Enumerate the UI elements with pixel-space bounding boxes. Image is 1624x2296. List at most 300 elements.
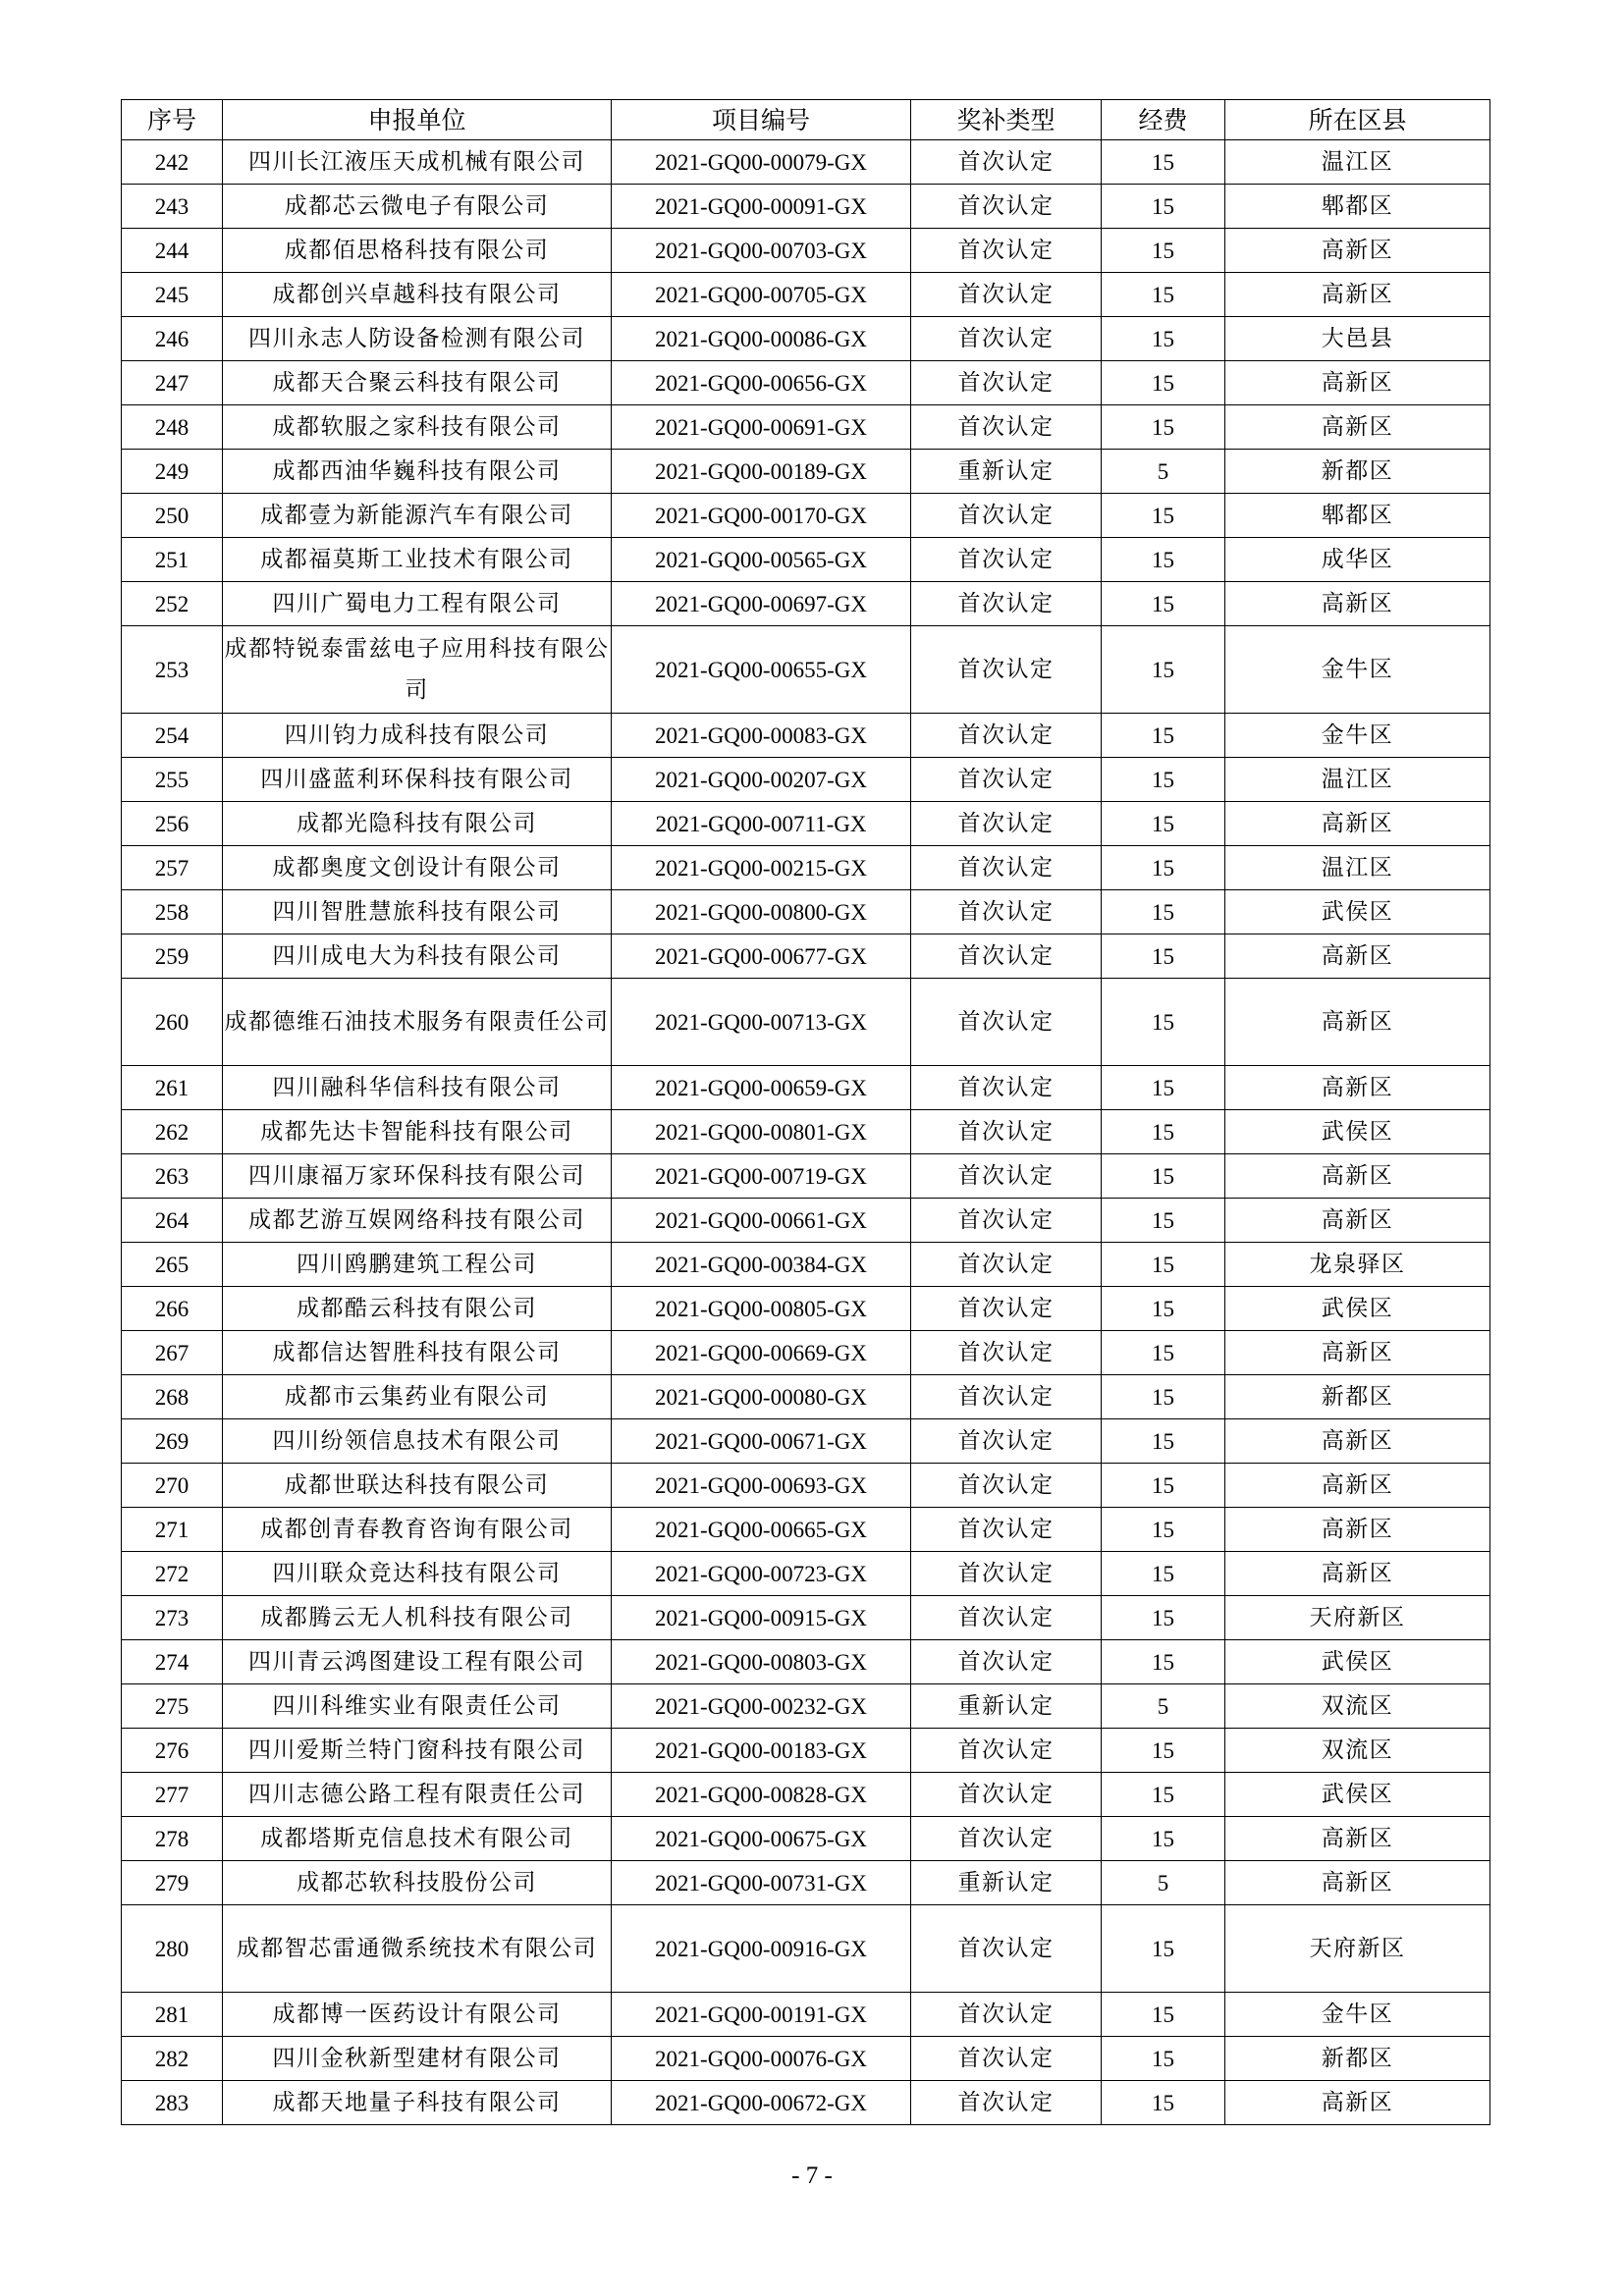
cell-code: 2021-GQ00-00800-GX (612, 890, 911, 934)
cell-type: 首次认定 (911, 1154, 1102, 1199)
cell-fee: 15 (1102, 714, 1225, 758)
table-row (122, 626, 1490, 714)
cell-no: 250 (122, 494, 223, 538)
cell-code: 2021-GQ00-00189-GX (612, 450, 911, 494)
cell-district: 高新区 (1225, 1464, 1490, 1508)
cell-district: 双流区 (1225, 1684, 1490, 1729)
cell-unit: 成都奥度文创设计有限公司 (223, 846, 612, 890)
cell-type: 首次认定 (911, 1729, 1102, 1773)
cell-unit: 成都市云集药业有限公司 (223, 1375, 612, 1419)
table-row (122, 846, 1490, 890)
cell-district: 新都区 (1225, 1375, 1490, 1419)
cell-type: 首次认定 (911, 1243, 1102, 1287)
header-code: 项目编号 (612, 100, 911, 140)
cell-fee: 5 (1102, 1861, 1225, 1905)
table-row (122, 1905, 1490, 1993)
cell-code: 2021-GQ00-00384-GX (612, 1243, 911, 1287)
cell-fee: 15 (1102, 1508, 1225, 1552)
cell-unit: 四川广蜀电力工程有限公司 (223, 582, 612, 626)
cell-fee: 15 (1102, 229, 1225, 273)
cell-fee: 15 (1102, 1110, 1225, 1154)
cell-no: 257 (122, 846, 223, 890)
cell-code: 2021-GQ00-00731-GX (612, 1861, 911, 1905)
cell-fee: 15 (1102, 934, 1225, 979)
cell-district: 金牛区 (1225, 714, 1490, 758)
table-row (122, 1287, 1490, 1331)
cell-code: 2021-GQ00-00232-GX (612, 1684, 911, 1729)
table-row (122, 890, 1490, 934)
award-table (121, 99, 1490, 2125)
table-row (122, 1243, 1490, 1287)
cell-district: 高新区 (1225, 1552, 1490, 1596)
cell-district: 武侯区 (1225, 1110, 1490, 1154)
cell-no: 243 (122, 185, 223, 229)
cell-fee: 15 (1102, 582, 1225, 626)
cell-district: 高新区 (1225, 1331, 1490, 1375)
cell-unit: 四川融科华信科技有限公司 (223, 1066, 612, 1110)
cell-fee: 15 (1102, 317, 1225, 361)
cell-unit: 四川钧力成科技有限公司 (223, 714, 612, 758)
cell-no: 266 (122, 1287, 223, 1331)
cell-code: 2021-GQ00-00713-GX (612, 979, 911, 1066)
cell-unit: 成都先达卡智能科技有限公司 (223, 1110, 612, 1154)
cell-fee: 15 (1102, 1552, 1225, 1596)
cell-type: 首次认定 (911, 714, 1102, 758)
cell-no: 268 (122, 1375, 223, 1419)
cell-no: 280 (122, 1905, 223, 1993)
cell-type: 首次认定 (911, 185, 1102, 229)
cell-no: 247 (122, 361, 223, 405)
table-row (122, 1375, 1490, 1419)
cell-unit: 成都光隐科技有限公司 (223, 802, 612, 846)
cell-fee: 15 (1102, 1729, 1225, 1773)
cell-code: 2021-GQ00-00691-GX (612, 405, 911, 450)
table-row (122, 361, 1490, 405)
cell-no: 272 (122, 1552, 223, 1596)
cell-no: 246 (122, 317, 223, 361)
cell-unit: 成都芯云微电子有限公司 (223, 185, 612, 229)
cell-type: 首次认定 (911, 1552, 1102, 1596)
cell-no: 248 (122, 405, 223, 450)
cell-no: 258 (122, 890, 223, 934)
cell-district: 高新区 (1225, 405, 1490, 450)
cell-type: 首次认定 (911, 626, 1102, 714)
cell-district: 高新区 (1225, 979, 1490, 1066)
table-row (122, 140, 1490, 185)
cell-type: 首次认定 (911, 890, 1102, 934)
cell-type: 首次认定 (911, 1508, 1102, 1552)
table-row (122, 934, 1490, 979)
cell-code: 2021-GQ00-00719-GX (612, 1154, 911, 1199)
cell-type: 首次认定 (911, 934, 1102, 979)
cell-unit: 成都创青春教育咨询有限公司 (223, 1508, 612, 1552)
cell-fee: 15 (1102, 890, 1225, 934)
table-row (122, 494, 1490, 538)
cell-code: 2021-GQ00-00661-GX (612, 1199, 911, 1243)
cell-district: 高新区 (1225, 2081, 1490, 2125)
cell-fee: 15 (1102, 846, 1225, 890)
table-row (122, 1464, 1490, 1508)
cell-fee: 15 (1102, 1905, 1225, 1993)
cell-type: 首次认定 (911, 1596, 1102, 1640)
table-row (122, 1861, 1490, 1905)
cell-fee: 15 (1102, 1066, 1225, 1110)
cell-fee: 15 (1102, 1375, 1225, 1419)
cell-code: 2021-GQ00-00916-GX (612, 1905, 911, 1993)
cell-district: 新都区 (1225, 450, 1490, 494)
cell-no: 251 (122, 538, 223, 582)
cell-fee: 15 (1102, 1596, 1225, 1640)
cell-type: 首次认定 (911, 582, 1102, 626)
cell-code: 2021-GQ00-00693-GX (612, 1464, 911, 1508)
cell-type: 首次认定 (911, 1110, 1102, 1154)
table-row (122, 1729, 1490, 1773)
table-row (122, 1552, 1490, 1596)
cell-no: 273 (122, 1596, 223, 1640)
table-row (122, 538, 1490, 582)
cell-unit: 成都佰思格科技有限公司 (223, 229, 612, 273)
cell-unit: 四川智胜慧旅科技有限公司 (223, 890, 612, 934)
cell-no: 264 (122, 1199, 223, 1243)
cell-unit: 四川联众竞达科技有限公司 (223, 1552, 612, 1596)
table-row (122, 802, 1490, 846)
cell-no: 255 (122, 758, 223, 802)
table-row (122, 185, 1490, 229)
cell-type: 首次认定 (911, 1640, 1102, 1684)
table-row (122, 405, 1490, 450)
cell-type: 首次认定 (911, 1375, 1102, 1419)
table-row (122, 1066, 1490, 1110)
cell-no: 252 (122, 582, 223, 626)
cell-district: 高新区 (1225, 1154, 1490, 1199)
cell-fee: 15 (1102, 1993, 1225, 2037)
cell-type: 首次认定 (911, 494, 1102, 538)
cell-type: 重新认定 (911, 450, 1102, 494)
cell-code: 2021-GQ00-00677-GX (612, 934, 911, 979)
cell-type: 首次认定 (911, 1287, 1102, 1331)
cell-no: 279 (122, 1861, 223, 1905)
cell-code: 2021-GQ00-00079-GX (612, 140, 911, 185)
cell-no: 249 (122, 450, 223, 494)
cell-fee: 15 (1102, 1154, 1225, 1199)
cell-fee: 15 (1102, 361, 1225, 405)
cell-no: 275 (122, 1684, 223, 1729)
table-row (122, 229, 1490, 273)
cell-type: 重新认定 (911, 1684, 1102, 1729)
table-row (122, 1993, 1490, 2037)
cell-code: 2021-GQ00-00828-GX (612, 1773, 911, 1817)
cell-district: 武侯区 (1225, 1773, 1490, 1817)
table-row (122, 450, 1490, 494)
cell-no: 256 (122, 802, 223, 846)
cell-type: 首次认定 (911, 273, 1102, 317)
cell-type: 首次认定 (911, 1817, 1102, 1861)
cell-fee: 15 (1102, 979, 1225, 1066)
cell-code: 2021-GQ00-00659-GX (612, 1066, 911, 1110)
table-row (122, 1331, 1490, 1375)
cell-code: 2021-GQ00-00705-GX (612, 273, 911, 317)
page-number: - 7 - (791, 2163, 833, 2189)
cell-fee: 15 (1102, 2081, 1225, 2125)
cell-district: 双流区 (1225, 1729, 1490, 1773)
cell-unit: 四川纷领信息技术有限公司 (223, 1419, 612, 1464)
cell-unit: 四川爱斯兰特门窗科技有限公司 (223, 1729, 612, 1773)
cell-unit: 成都西油华巍科技有限公司 (223, 450, 612, 494)
cell-district: 高新区 (1225, 361, 1490, 405)
cell-type: 首次认定 (911, 1199, 1102, 1243)
cell-code: 2021-GQ00-00565-GX (612, 538, 911, 582)
cell-fee: 15 (1102, 1199, 1225, 1243)
cell-code: 2021-GQ00-00711-GX (612, 802, 911, 846)
cell-district: 高新区 (1225, 1419, 1490, 1464)
cell-no: 254 (122, 714, 223, 758)
cell-fee: 5 (1102, 450, 1225, 494)
cell-type: 首次认定 (911, 1993, 1102, 2037)
cell-fee: 15 (1102, 1419, 1225, 1464)
cell-type: 首次认定 (911, 1905, 1102, 1993)
table-row (122, 1154, 1490, 1199)
cell-no: 244 (122, 229, 223, 273)
cell-type: 首次认定 (911, 758, 1102, 802)
cell-unit: 成都德维石油技术服务有限责任公司 (223, 979, 612, 1066)
cell-type: 首次认定 (911, 229, 1102, 273)
table-row (122, 1110, 1490, 1154)
cell-unit: 成都信达智胜科技有限公司 (223, 1331, 612, 1375)
table-row (122, 1419, 1490, 1464)
cell-code: 2021-GQ00-00803-GX (612, 1640, 911, 1684)
cell-code: 2021-GQ00-00170-GX (612, 494, 911, 538)
cell-unit: 成都世联达科技有限公司 (223, 1464, 612, 1508)
cell-fee: 15 (1102, 1464, 1225, 1508)
cell-unit: 成都天合聚云科技有限公司 (223, 361, 612, 405)
cell-unit: 成都艺游互娱网络科技有限公司 (223, 1199, 612, 1243)
cell-unit: 四川青云鸿图建设工程有限公司 (223, 1640, 612, 1684)
header-type: 奖补类型 (911, 100, 1102, 140)
cell-type: 首次认定 (911, 317, 1102, 361)
cell-fee: 5 (1102, 1684, 1225, 1729)
table-row (122, 758, 1490, 802)
cell-type: 首次认定 (911, 1066, 1102, 1110)
cell-district: 高新区 (1225, 1199, 1490, 1243)
table-row (122, 273, 1490, 317)
cell-district: 高新区 (1225, 1861, 1490, 1905)
cell-unit: 四川盛蓝利环保科技有限公司 (223, 758, 612, 802)
cell-no: 261 (122, 1066, 223, 1110)
cell-code: 2021-GQ00-00665-GX (612, 1508, 911, 1552)
cell-unit: 成都壹为新能源汽车有限公司 (223, 494, 612, 538)
cell-fee: 15 (1102, 494, 1225, 538)
cell-fee: 15 (1102, 1640, 1225, 1684)
cell-code: 2021-GQ00-00915-GX (612, 1596, 911, 1640)
header-fee: 经费 (1102, 100, 1225, 140)
cell-district: 高新区 (1225, 1066, 1490, 1110)
cell-type: 重新认定 (911, 1861, 1102, 1905)
cell-unit: 四川永志人防设备检测有限公司 (223, 317, 612, 361)
cell-district: 高新区 (1225, 1817, 1490, 1861)
cell-code: 2021-GQ00-00672-GX (612, 2081, 911, 2125)
cell-district: 温江区 (1225, 846, 1490, 890)
cell-district: 高新区 (1225, 582, 1490, 626)
cell-code: 2021-GQ00-00080-GX (612, 1375, 911, 1419)
cell-fee: 15 (1102, 538, 1225, 582)
cell-district: 天府新区 (1225, 1596, 1490, 1640)
cell-district: 高新区 (1225, 802, 1490, 846)
cell-code: 2021-GQ00-00671-GX (612, 1419, 911, 1464)
cell-code: 2021-GQ00-00801-GX (612, 1110, 911, 1154)
table-row (122, 1596, 1490, 1640)
cell-unit: 成都创兴卓越科技有限公司 (223, 273, 612, 317)
cell-fee: 15 (1102, 405, 1225, 450)
cell-code: 2021-GQ00-00207-GX (612, 758, 911, 802)
cell-no: 283 (122, 2081, 223, 2125)
cell-no: 259 (122, 934, 223, 979)
table-row (122, 714, 1490, 758)
cell-unit: 成都特锐泰雷兹电子应用科技有限公司 (223, 626, 612, 714)
cell-type: 首次认定 (911, 140, 1102, 185)
cell-no: 262 (122, 1110, 223, 1154)
cell-no: 253 (122, 626, 223, 714)
cell-type: 首次认定 (911, 846, 1102, 890)
table-row (122, 1640, 1490, 1684)
cell-code: 2021-GQ00-00076-GX (612, 2037, 911, 2081)
cell-unit: 四川成电大为科技有限公司 (223, 934, 612, 979)
cell-code: 2021-GQ00-00675-GX (612, 1817, 911, 1861)
cell-unit: 成都福莫斯工业技术有限公司 (223, 538, 612, 582)
cell-no: 281 (122, 1993, 223, 2037)
cell-unit: 四川鸥鹏建筑工程公司 (223, 1243, 612, 1287)
cell-code: 2021-GQ00-00083-GX (612, 714, 911, 758)
cell-unit: 四川长江液压天成机械有限公司 (223, 140, 612, 185)
cell-fee: 15 (1102, 1773, 1225, 1817)
cell-district: 郫都区 (1225, 185, 1490, 229)
cell-unit: 成都腾云无人机科技有限公司 (223, 1596, 612, 1640)
cell-type: 首次认定 (911, 1331, 1102, 1375)
cell-no: 263 (122, 1154, 223, 1199)
cell-code: 2021-GQ00-00215-GX (612, 846, 911, 890)
cell-district: 温江区 (1225, 140, 1490, 185)
cell-fee: 15 (1102, 802, 1225, 846)
cell-district: 武侯区 (1225, 1640, 1490, 1684)
cell-type: 首次认定 (911, 802, 1102, 846)
cell-code: 2021-GQ00-00655-GX (612, 626, 911, 714)
cell-district: 金牛区 (1225, 1993, 1490, 2037)
cell-unit: 四川康福万家环保科技有限公司 (223, 1154, 612, 1199)
cell-no: 274 (122, 1640, 223, 1684)
cell-code: 2021-GQ00-00697-GX (612, 582, 911, 626)
cell-type: 首次认定 (911, 2081, 1102, 2125)
cell-district: 成华区 (1225, 538, 1490, 582)
cell-unit: 成都天地量子科技有限公司 (223, 2081, 612, 2125)
cell-fee: 15 (1102, 758, 1225, 802)
cell-district: 武侯区 (1225, 890, 1490, 934)
cell-unit: 四川金秋新型建材有限公司 (223, 2037, 612, 2081)
cell-district: 大邑县 (1225, 317, 1490, 361)
table-row (122, 582, 1490, 626)
cell-type: 首次认定 (911, 979, 1102, 1066)
cell-district: 龙泉驿区 (1225, 1243, 1490, 1287)
cell-no: 242 (122, 140, 223, 185)
cell-code: 2021-GQ00-00191-GX (612, 1993, 911, 2037)
cell-district: 天府新区 (1225, 1905, 1490, 1993)
cell-no: 277 (122, 1773, 223, 1817)
cell-code: 2021-GQ00-00656-GX (612, 361, 911, 405)
cell-unit: 成都芯软科技股份公司 (223, 1861, 612, 1905)
table-row (122, 317, 1490, 361)
cell-no: 282 (122, 2037, 223, 2081)
cell-no: 260 (122, 979, 223, 1066)
cell-unit: 成都智芯雷通微系统技术有限公司 (223, 1905, 612, 1993)
cell-no: 276 (122, 1729, 223, 1773)
table-row (122, 1508, 1490, 1552)
cell-district: 高新区 (1225, 1508, 1490, 1552)
cell-fee: 15 (1102, 1287, 1225, 1331)
table-row (122, 979, 1490, 1066)
table-header-row (122, 100, 1490, 140)
cell-unit: 成都博一医药设计有限公司 (223, 1993, 612, 2037)
cell-code: 2021-GQ00-00183-GX (612, 1729, 911, 1773)
cell-district: 武侯区 (1225, 1287, 1490, 1331)
table-row (122, 1199, 1490, 1243)
cell-fee: 15 (1102, 140, 1225, 185)
cell-fee: 15 (1102, 185, 1225, 229)
cell-unit: 成都软服之家科技有限公司 (223, 405, 612, 450)
cell-type: 首次认定 (911, 2037, 1102, 2081)
cell-district: 温江区 (1225, 758, 1490, 802)
table-row (122, 1684, 1490, 1729)
cell-no: 265 (122, 1243, 223, 1287)
header-unit: 申报单位 (223, 100, 612, 140)
cell-fee: 15 (1102, 1817, 1225, 1861)
cell-unit: 成都酷云科技有限公司 (223, 1287, 612, 1331)
table-row (122, 1773, 1490, 1817)
cell-fee: 15 (1102, 273, 1225, 317)
cell-fee: 15 (1102, 626, 1225, 714)
cell-type: 首次认定 (911, 361, 1102, 405)
cell-type: 首次认定 (911, 405, 1102, 450)
cell-unit: 成都塔斯克信息技术有限公司 (223, 1817, 612, 1861)
cell-code: 2021-GQ00-00723-GX (612, 1552, 911, 1596)
cell-district: 高新区 (1225, 273, 1490, 317)
header-no: 序号 (122, 100, 223, 140)
cell-no: 278 (122, 1817, 223, 1861)
cell-fee: 15 (1102, 1331, 1225, 1375)
cell-code: 2021-GQ00-00805-GX (612, 1287, 911, 1331)
cell-no: 271 (122, 1508, 223, 1552)
cell-type: 首次认定 (911, 1419, 1102, 1464)
table-row (122, 2081, 1490, 2125)
table-body (122, 140, 1490, 2125)
cell-no: 270 (122, 1464, 223, 1508)
cell-district: 高新区 (1225, 934, 1490, 979)
cell-unit: 四川志德公路工程有限责任公司 (223, 1773, 612, 1817)
cell-no: 245 (122, 273, 223, 317)
cell-type: 首次认定 (911, 538, 1102, 582)
cell-code: 2021-GQ00-00703-GX (612, 229, 911, 273)
cell-fee: 15 (1102, 2037, 1225, 2081)
cell-code: 2021-GQ00-00669-GX (612, 1331, 911, 1375)
cell-code: 2021-GQ00-00086-GX (612, 317, 911, 361)
cell-code: 2021-GQ00-00091-GX (612, 185, 911, 229)
cell-type: 首次认定 (911, 1773, 1102, 1817)
cell-district: 高新区 (1225, 229, 1490, 273)
cell-fee: 15 (1102, 1243, 1225, 1287)
cell-no: 267 (122, 1331, 223, 1375)
cell-district: 郫都区 (1225, 494, 1490, 538)
header-district: 所在区县 (1225, 100, 1490, 140)
cell-type: 首次认定 (911, 1464, 1102, 1508)
cell-district: 新都区 (1225, 2037, 1490, 2081)
cell-unit: 四川科维实业有限责任公司 (223, 1684, 612, 1729)
